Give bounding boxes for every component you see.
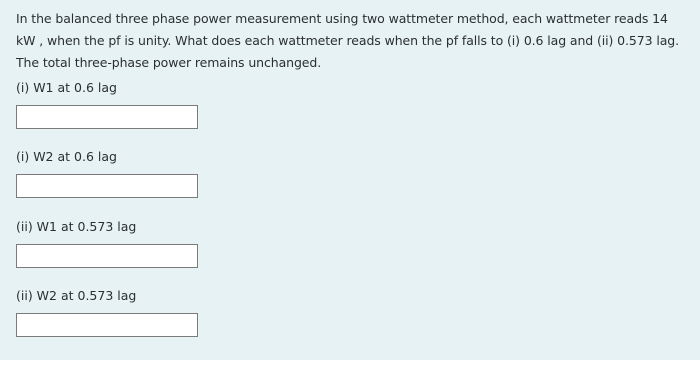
field-label-w2-0-6-lag: (i) W2 at 0.6 lag	[16, 149, 117, 164]
answer-input-w1-0-6-lag[interactable]	[16, 105, 198, 129]
field-label-w2-0-573-lag: (ii) W2 at 0.573 lag	[16, 288, 137, 303]
answer-input-w2-0-6-lag[interactable]	[16, 174, 198, 198]
field-label-w1-0-573-lag: (ii) W1 at 0.573 lag	[16, 219, 137, 234]
field-label-w1-0-6-lag: (i) W1 at 0.6 lag	[16, 80, 117, 95]
question-text: In the balanced three phase power measurement using two wattmeter method, each wattmeter reads 14 kW , when the pf is unity. What does each wattmeter reads when the pf falls to (i) 0.6 lag and (ii) 0.573 lag. The total three-phase power remains unchanged.	[16, 11, 679, 70]
answer-input-w1-0-573-lag[interactable]	[16, 244, 198, 268]
answer-input-w2-0-573-lag[interactable]	[16, 313, 198, 337]
